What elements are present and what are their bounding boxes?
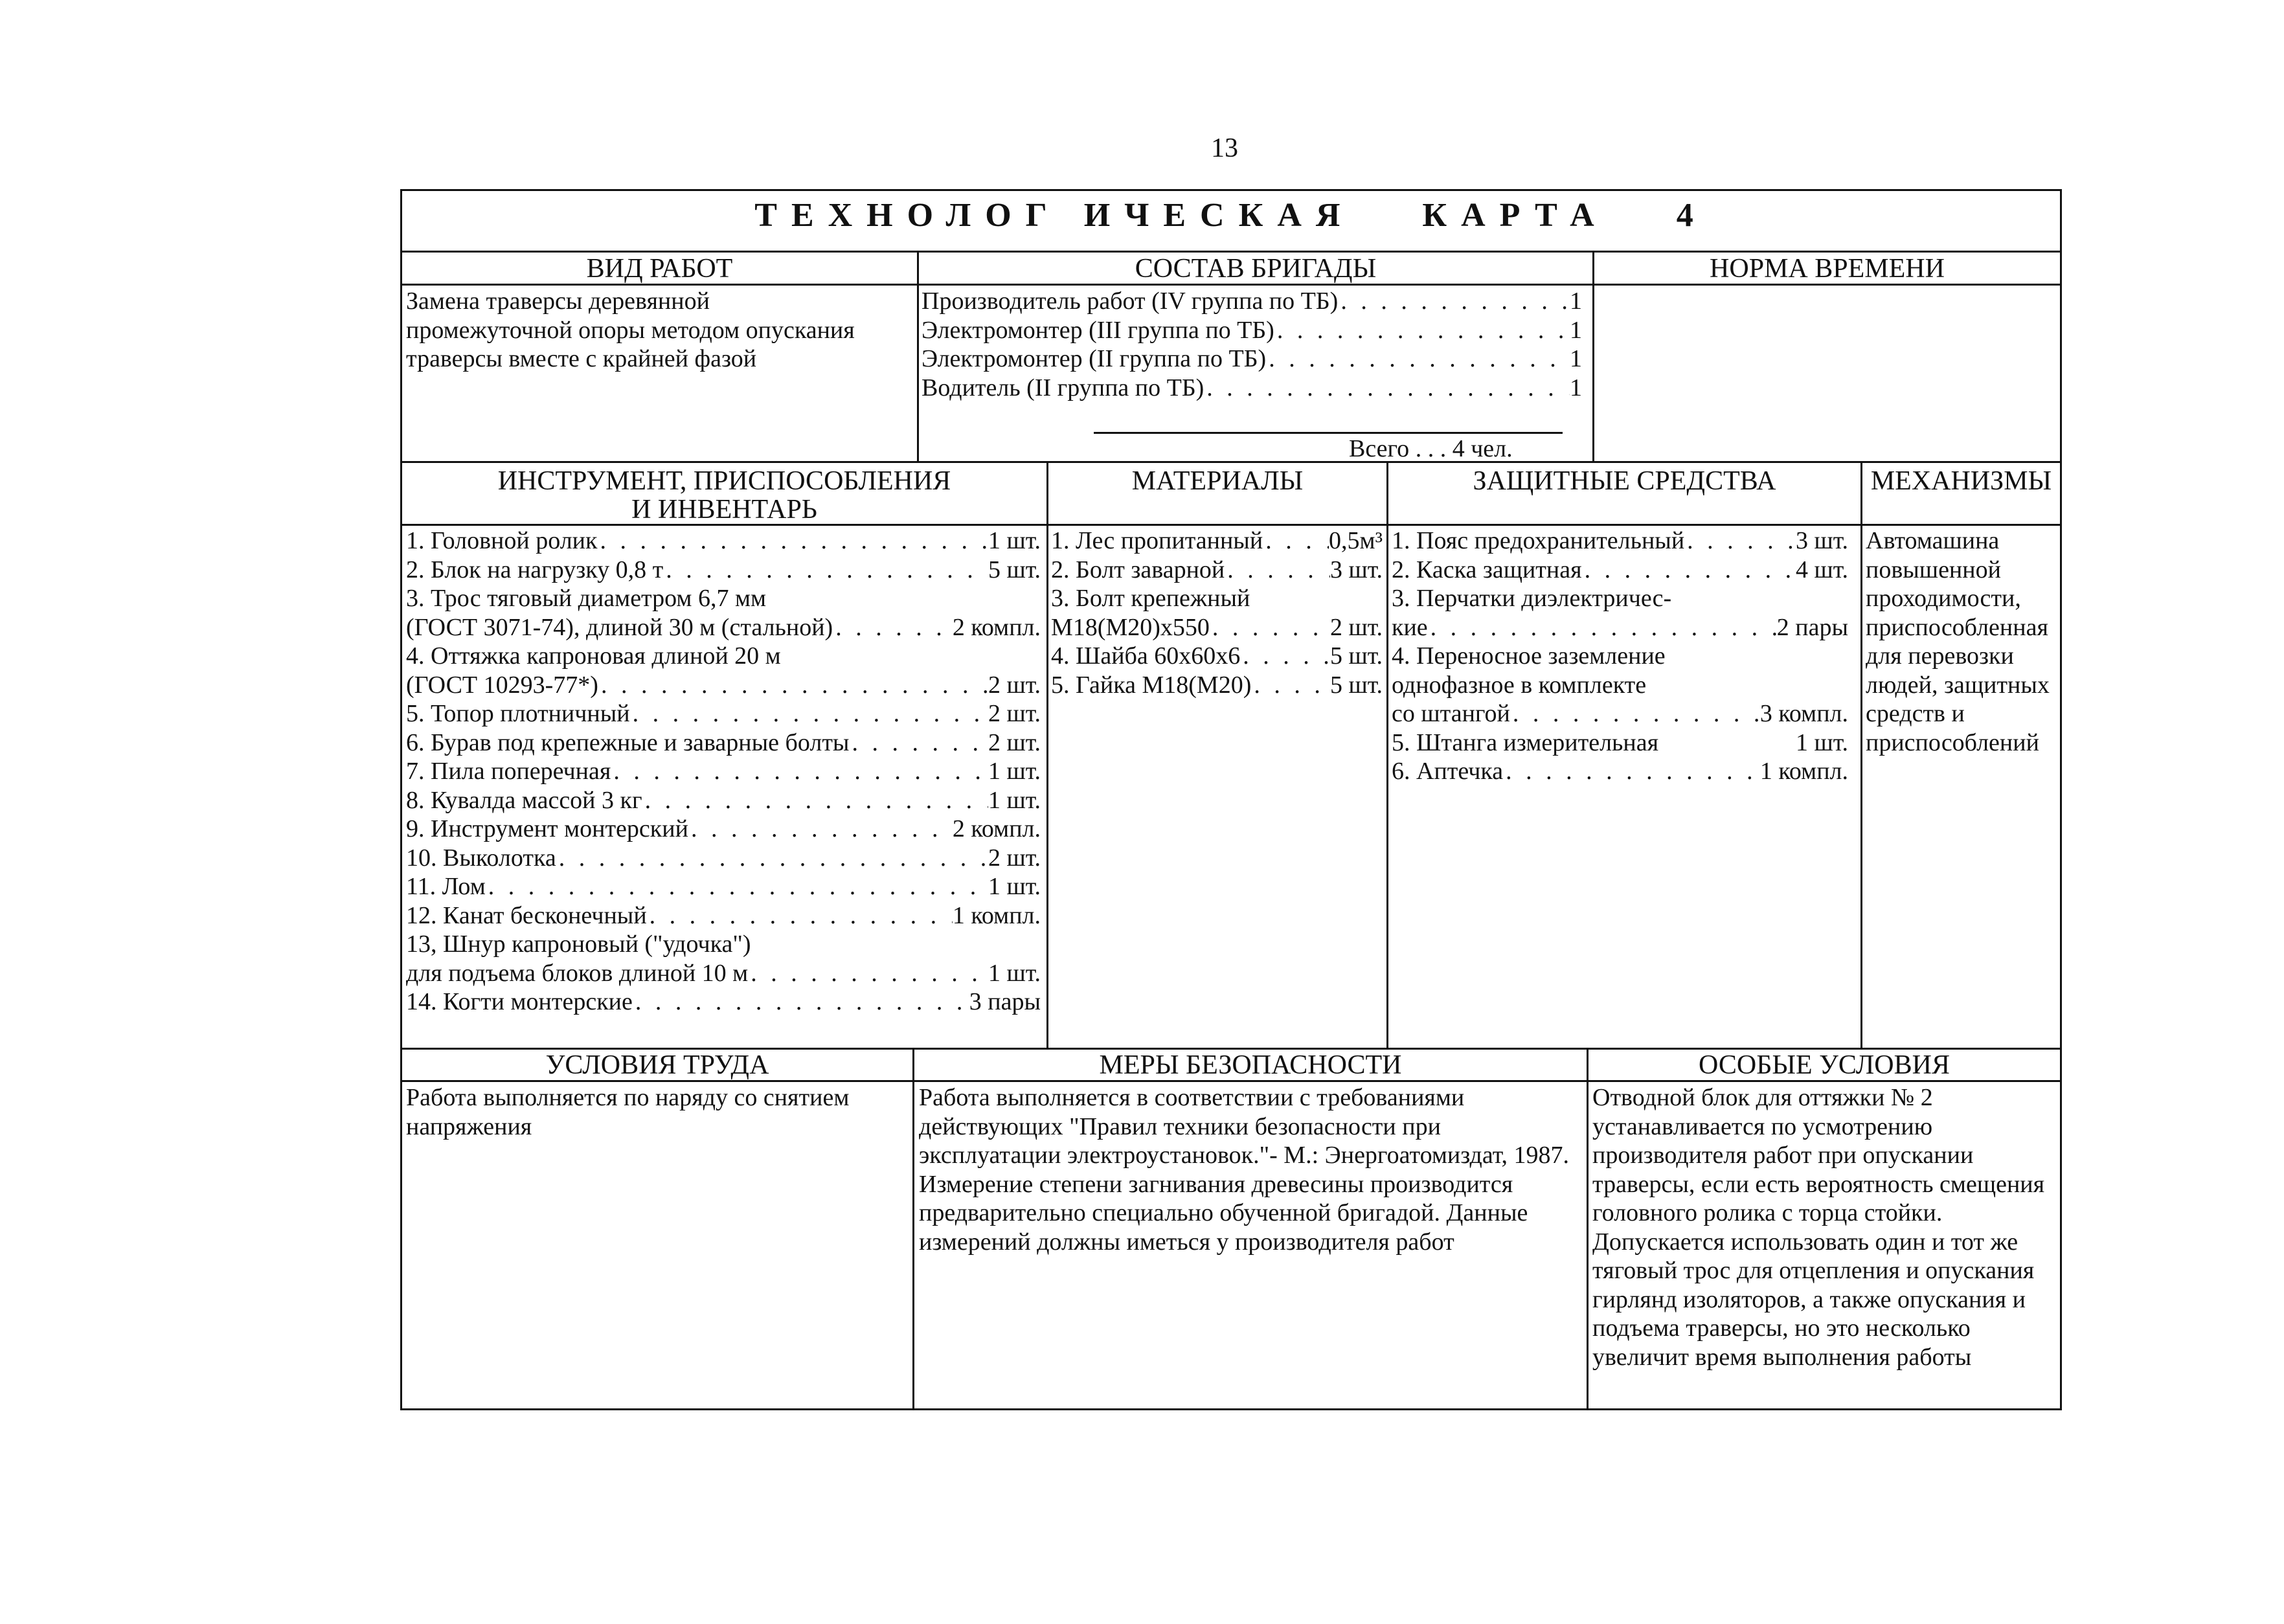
rule-under-top-section bbox=[402, 461, 2060, 463]
tool-row bbox=[406, 584, 1041, 613]
tool-row bbox=[406, 526, 1041, 556]
protection-name: 4. Переносное заземление bbox=[1392, 642, 1666, 670]
protection-row bbox=[1392, 526, 1848, 556]
tool-qty: 1 шт. bbox=[988, 527, 1041, 554]
rule-under-top-headers bbox=[402, 284, 2060, 286]
tool-row bbox=[406, 671, 1041, 700]
material-name: 3. Болт крепежный bbox=[1051, 585, 1250, 612]
material-qty: 2 шт. bbox=[1329, 613, 1383, 641]
tool-name: 7. Пила поперечная bbox=[406, 758, 611, 785]
tool-row bbox=[406, 613, 1041, 642]
tool-row bbox=[406, 728, 1041, 758]
tool-qty: 2 шт. bbox=[988, 700, 1041, 727]
material-name: 1. Лес пропитанный bbox=[1051, 527, 1263, 554]
material-qty: 3 шт. bbox=[1329, 556, 1383, 583]
crew-total-value: 4 чел. bbox=[1452, 435, 1513, 462]
crew-role: Водитель (II группа по ТБ) bbox=[922, 374, 1204, 401]
protection-row bbox=[1392, 728, 1848, 758]
header-special: ОСОБЫЕ УСЛОВИЯ bbox=[1699, 1050, 1950, 1080]
protection-row bbox=[1392, 584, 1848, 613]
tool-row bbox=[406, 642, 1041, 671]
material-name: 2. Болт заварной bbox=[1051, 556, 1225, 583]
crew-row bbox=[922, 316, 1582, 345]
crew-count: 1 bbox=[1570, 345, 1582, 372]
protection-name: 2. Каска защитная bbox=[1392, 556, 1582, 583]
crew-role: Производитель работ (IV группа по ТБ) bbox=[922, 288, 1339, 315]
material-row bbox=[1051, 671, 1383, 700]
protection-row bbox=[1392, 671, 1848, 700]
tool-name: 11. Лом bbox=[406, 873, 486, 900]
tool-name: (ГОСТ 10293-77*) bbox=[406, 671, 598, 699]
protection-qty: 2 пары bbox=[1776, 613, 1848, 641]
tool-name: 13, Шнур капроновый ("удочка") bbox=[406, 930, 751, 958]
header-protection: ЗАЩИТНЫЕ СРЕДСТВА bbox=[1473, 466, 1776, 496]
work-type-text: Замена траверсы деревянной промежуточной опоры методом опускания траверсы вместе с крайней фазой bbox=[406, 288, 855, 372]
tool-row bbox=[406, 815, 1041, 844]
material-row bbox=[1051, 613, 1383, 642]
tool-name: 14. Когти монтерские bbox=[406, 988, 633, 1015]
material-row bbox=[1051, 584, 1383, 613]
tool-qty: 2 шт. bbox=[988, 844, 1041, 872]
protection-row bbox=[1392, 642, 1848, 671]
tool-row bbox=[406, 872, 1041, 901]
materials-list bbox=[1051, 526, 1383, 699]
safety-text: Работа выполняется в соответствии с требованиями действующих "Правил техники безопасности при эксплуатации электроустановок."- М.: Энергоатомиздат, 1987. Измерение степени загнивания древесины производится предварительно специально обученной бригадой. Данные измерений должны иметься у производителя работ bbox=[919, 1084, 1570, 1256]
tool-qty: 2 шт. bbox=[988, 728, 1041, 756]
tool-row bbox=[406, 699, 1041, 728]
crew-total: Всего . . . 4 чел. bbox=[1349, 435, 1513, 462]
header-tools bbox=[402, 467, 1046, 524]
special-text: Отводной блок для оттяжки № 2 устанавливается по усмотрению производителя работ при опускании траверсы, если есть вероятность смещения головного ролика с торца стойки. Допускается использовать один и тот же тяговый трос для отцепления и опускания гирлянд изоляторов, а также опускания и подъема траверсы, но это несколько увеличит время выполнения работы bbox=[1592, 1084, 2045, 1371]
tool-qty: 2 компл. bbox=[952, 815, 1041, 842]
tool-qty: 1 шт. bbox=[988, 873, 1041, 900]
header-materials: МАТЕРИАЛЫ bbox=[1131, 466, 1304, 496]
conditions-text: Работа выполняется по наряду со снятием напряжения bbox=[406, 1084, 850, 1140]
rule-under-bottom-headers bbox=[402, 1080, 2060, 1082]
tool-qty: 1 шт. bbox=[988, 959, 1041, 987]
header-time-norm: НОРМА ВРЕМЕНИ bbox=[1710, 254, 1945, 284]
card-title: ТЕХНОЛОГ ИЧЕСКАЯ КАРТА 4 bbox=[754, 197, 1708, 234]
crew-row bbox=[922, 374, 1582, 403]
tool-row bbox=[406, 987, 1041, 1017]
header-tools-line1: ИНСТРУМЕНТ, ПРИСПОСОБЛЕНИЯ bbox=[497, 466, 951, 496]
divider-safety-special bbox=[1587, 1048, 1589, 1410]
crew-count: 1 bbox=[1570, 374, 1582, 401]
protection-name: кие bbox=[1392, 613, 1428, 641]
material-name: 5. Гайка М18(М20) bbox=[1051, 671, 1252, 699]
tool-qty: 3 пары bbox=[969, 988, 1041, 1015]
material-name: 4. Шайба 60х60х6 bbox=[1051, 642, 1241, 670]
protection-qty: 1 компл. bbox=[1759, 758, 1848, 785]
crew-role: Электромонтер (II группа по ТБ) bbox=[922, 345, 1267, 372]
protection-name: 5. Штанга измерительная bbox=[1392, 728, 1659, 756]
header-work-type: ВИД РАБОТ bbox=[586, 254, 733, 284]
rule-under-middle-section bbox=[402, 1048, 2060, 1050]
tool-qty: 2 компл. bbox=[952, 613, 1041, 641]
tool-row bbox=[406, 930, 1041, 959]
tool-name: 6. Бурав под крепежные и заварные болты bbox=[406, 728, 850, 756]
material-row bbox=[1051, 642, 1383, 671]
tool-name: 1. Головной ролик bbox=[406, 527, 598, 554]
tool-name: (ГОСТ 3071-74), длиной 30 м (стальной) bbox=[406, 613, 833, 641]
crew-row bbox=[922, 287, 1582, 316]
protection-list bbox=[1392, 526, 1848, 786]
rule-under-title bbox=[402, 251, 2060, 253]
tool-name: 4. Оттяжка капроновая длиной 20 м bbox=[406, 642, 781, 670]
material-qty: 5 шт. bbox=[1329, 671, 1383, 699]
protection-qty: 3 компл. bbox=[1759, 700, 1848, 727]
mechanisms-text: Автомашина повышенной проходимости, приспособленная для перевозки людей, защитных средств и приспособлений bbox=[1866, 527, 2050, 756]
tool-qty: 2 шт. bbox=[988, 671, 1041, 699]
protection-name: 6. Аптечка bbox=[1392, 758, 1504, 785]
divider-tools-materials bbox=[1046, 461, 1048, 1048]
protection-qty: 4 шт. bbox=[1795, 556, 1848, 583]
divider-materials-protection bbox=[1386, 461, 1388, 1048]
crew-count: 1 bbox=[1570, 316, 1582, 344]
crew-total-rule bbox=[1094, 432, 1563, 434]
tool-qty: 1 шт. bbox=[988, 758, 1041, 785]
protection-name: 3. Перчатки диэлектричес- bbox=[1392, 585, 1672, 612]
protection-qty: 1 шт. bbox=[1795, 728, 1848, 756]
tool-qty: 5 шт. bbox=[988, 556, 1041, 583]
tool-row bbox=[406, 959, 1041, 988]
crew-row bbox=[922, 344, 1582, 374]
protection-qty: 3 шт. bbox=[1795, 527, 1848, 554]
tool-row bbox=[406, 786, 1041, 815]
tool-row bbox=[406, 901, 1041, 930]
header-mechanisms: МЕХАНИЗМЫ bbox=[1870, 466, 2052, 496]
tool-qty: 1 шт. bbox=[988, 786, 1041, 814]
protection-row bbox=[1392, 757, 1848, 786]
tools-list bbox=[406, 526, 1041, 1017]
material-row bbox=[1051, 526, 1383, 556]
crew-list bbox=[922, 287, 1582, 402]
header-conditions: УСЛОВИЯ ТРУДА bbox=[545, 1050, 769, 1080]
tool-qty: 1 компл. bbox=[952, 901, 1041, 929]
tool-name: 3. Трос тяговый диаметром 6,7 мм bbox=[406, 585, 767, 612]
material-qty: 5 шт. bbox=[1329, 642, 1383, 670]
crew-role: Электромонтер (III группа по ТБ) bbox=[922, 316, 1274, 344]
tool-name: 5. Топор плотничный bbox=[406, 700, 630, 727]
tool-name: 2. Блок на нагрузку 0,8 т bbox=[406, 556, 664, 583]
protection-row bbox=[1392, 699, 1848, 728]
header-tools-line2: И ИНВЕНТАРЬ bbox=[631, 495, 817, 524]
tool-name: 12. Канат бесконечный bbox=[406, 901, 647, 929]
crew-total-label: Всего bbox=[1349, 435, 1410, 462]
tool-name: 8. Кувалда массой 3 кг bbox=[406, 786, 642, 814]
crew-count: 1 bbox=[1570, 288, 1582, 315]
material-qty: 0,5м³ bbox=[1329, 527, 1383, 554]
tool-name: 10. Выколотка bbox=[406, 844, 556, 872]
material-name: М18(М20)х550 bbox=[1051, 613, 1210, 641]
protection-name: однофазное в комплекте bbox=[1392, 671, 1647, 699]
tool-row bbox=[406, 556, 1041, 585]
protection-name: со штангой bbox=[1392, 700, 1510, 727]
divider-protection-mechanisms bbox=[1860, 461, 1862, 1048]
protection-row bbox=[1392, 613, 1848, 642]
technological-card bbox=[400, 189, 2062, 1410]
protection-name: 1. Пояс предохранительный bbox=[1392, 527, 1685, 554]
divider-conditions-safety bbox=[912, 1048, 914, 1410]
tool-name: для подъема блоков длиной 10 м bbox=[406, 959, 749, 987]
tool-row bbox=[406, 844, 1041, 873]
protection-row bbox=[1392, 556, 1848, 585]
page-number: 13 bbox=[1211, 133, 1238, 163]
tool-name: 9. Инструмент монтерский bbox=[406, 815, 688, 842]
header-crew: СОСТАВ БРИГАДЫ bbox=[1135, 254, 1377, 284]
header-safety: МЕРЫ БЕЗОПАСНОСТИ bbox=[1099, 1050, 1402, 1080]
material-row bbox=[1051, 556, 1383, 585]
tool-row bbox=[406, 757, 1041, 786]
